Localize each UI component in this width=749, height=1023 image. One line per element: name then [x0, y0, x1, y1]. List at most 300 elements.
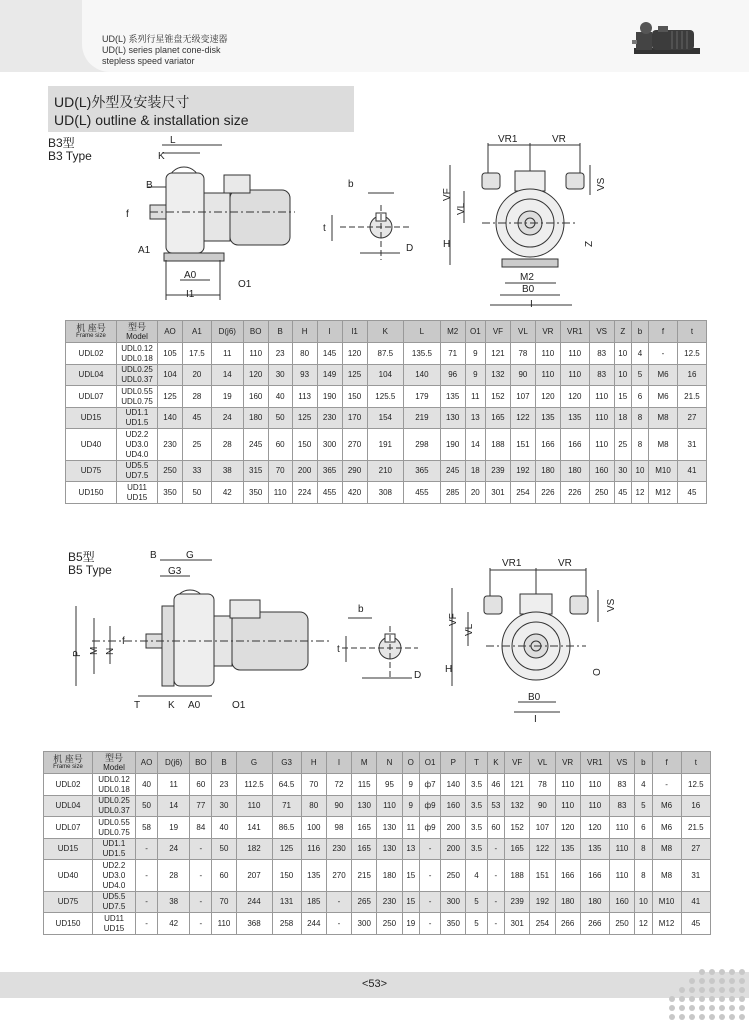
b3-col-header: t [677, 321, 706, 343]
b3-dim-O1: O1 [238, 279, 252, 290]
b3-dim-Z: Z [584, 240, 595, 247]
value-cell: 25 [182, 429, 211, 461]
value-cell: 132 [505, 796, 530, 817]
b3-col-header: O1 [465, 321, 485, 343]
b5-col-header: VS [609, 752, 634, 774]
value-cell: 230 [317, 408, 342, 429]
b5-col-header: VL [530, 752, 555, 774]
value-cell: 10 [614, 365, 631, 386]
b5-dim-P: P [72, 650, 83, 657]
b5-label-cn: B5型 [68, 550, 95, 564]
value-cell: 3.5 [466, 839, 487, 860]
b3-side-view [148, 145, 295, 300]
value-cell: 40 [268, 386, 292, 408]
value-cell: 166 [555, 860, 580, 892]
b3-dim-I1: I1 [186, 289, 195, 300]
value-cell: 270 [326, 860, 351, 892]
value-cell: 300 [441, 892, 466, 913]
value-cell: 160 [441, 796, 466, 817]
value-cell: 98 [326, 817, 351, 839]
model-cell [93, 817, 136, 839]
model-name: UDL0.55 [98, 817, 130, 827]
value-cell: 12 [635, 913, 652, 935]
value-cell: 230 [326, 839, 351, 860]
b3-table-header-row [66, 321, 707, 343]
value-cell: 11 [158, 774, 190, 796]
value-cell: 18 [465, 461, 485, 482]
value-cell: - [190, 860, 212, 892]
frame-cell: UD75 [44, 892, 93, 913]
value-cell: 122 [530, 839, 555, 860]
value-cell: 5 [466, 892, 487, 913]
value-cell: 165 [352, 839, 377, 860]
value-cell: 5 [466, 913, 487, 935]
model-name: UD2.2 [102, 860, 126, 870]
value-cell: 152 [505, 817, 530, 839]
b3-type-label [48, 137, 92, 163]
b3-dim-D: D [406, 243, 414, 254]
section-title-en: UD(L) outline & installation size [54, 112, 249, 128]
value-cell: 200 [292, 461, 317, 482]
value-cell: 226 [535, 482, 560, 504]
model-name: UD3.0 [125, 439, 149, 449]
value-cell: 23 [212, 774, 236, 796]
model-cell [117, 461, 158, 482]
value-cell: 86.5 [272, 817, 301, 839]
b3-col-header: Z [614, 321, 631, 343]
value-cell: 113 [292, 386, 317, 408]
b3-model-header: 型号 Model [117, 321, 158, 343]
b5-col-header: O1 [419, 752, 440, 774]
value-cell: 50 [182, 482, 211, 504]
value-cell: - [326, 913, 351, 935]
value-cell: 90 [326, 796, 351, 817]
table-row [44, 892, 711, 913]
b5-col-header: G3 [272, 752, 301, 774]
value-cell: 72 [326, 774, 351, 796]
value-cell: 16 [677, 365, 706, 386]
value-cell: 45 [681, 913, 710, 935]
value-cell: 266 [580, 913, 609, 935]
value-cell: M6 [649, 386, 678, 408]
value-cell: 17.5 [182, 343, 211, 365]
value-cell: 21.5 [681, 817, 710, 839]
value-cell: 120 [342, 343, 367, 365]
table-row [44, 817, 711, 839]
value-cell: 192 [510, 461, 535, 482]
model-name: UD15 [126, 492, 148, 502]
b3-col-header: A1 [182, 321, 211, 343]
value-cell: 115 [352, 774, 377, 796]
value-cell: 41 [677, 461, 706, 482]
value-cell: 30 [268, 365, 292, 386]
b5-col-header: AO [136, 752, 158, 774]
value-cell: 58 [136, 817, 158, 839]
value-cell: 130 [377, 839, 402, 860]
model-cell [93, 913, 136, 935]
value-cell: 151 [510, 429, 535, 461]
value-cell: 16 [681, 796, 710, 817]
value-cell: 3.5 [466, 796, 487, 817]
value-cell: 239 [505, 892, 530, 913]
value-cell: 154 [367, 408, 404, 429]
b3-label-en: B3 Type [48, 149, 92, 163]
b3-dim-I: I [530, 299, 533, 310]
value-cell: 42 [211, 482, 243, 504]
b3-col-header: VS [589, 321, 614, 343]
b5-col-header: G [236, 752, 272, 774]
value-cell: 192 [530, 892, 555, 913]
value-cell: 130 [352, 796, 377, 817]
b5-dim-I: I [534, 714, 537, 725]
b5-col-header: M [352, 752, 377, 774]
value-cell: 83 [609, 774, 634, 796]
value-cell: 38 [211, 461, 243, 482]
value-cell: - [419, 913, 440, 935]
value-cell: 12.5 [681, 774, 710, 796]
section-title-box [48, 86, 354, 132]
value-cell: - [326, 892, 351, 913]
b5-col-header: I [326, 752, 351, 774]
b5-drawings [62, 546, 682, 726]
value-cell: 185 [301, 892, 326, 913]
value-cell: 135.5 [404, 343, 441, 365]
value-cell: 13 [465, 408, 485, 429]
value-cell: 244 [301, 913, 326, 935]
value-cell: 166 [560, 429, 589, 461]
value-cell: 219 [404, 408, 441, 429]
b3-dim-VL: VL [456, 202, 467, 215]
b3-dim-VS: VS [596, 177, 607, 191]
value-cell: M8 [652, 839, 681, 860]
value-cell: - [419, 892, 440, 913]
frame-cell: UDL04 [44, 796, 93, 817]
value-cell: 18 [614, 408, 631, 429]
value-cell: 107 [510, 386, 535, 408]
value-cell: 100 [301, 817, 326, 839]
value-cell: 90 [510, 365, 535, 386]
value-cell: 46 [487, 774, 504, 796]
model-name: UD15 [103, 923, 125, 933]
value-cell: 121 [485, 343, 510, 365]
value-cell: 70 [268, 461, 292, 482]
value-cell: 210 [367, 461, 404, 482]
value-cell: 53 [487, 796, 504, 817]
value-cell: 308 [367, 482, 404, 504]
model-name: UDL0.12 [98, 774, 130, 784]
value-cell: 120 [580, 817, 609, 839]
value-cell: 110 [560, 343, 589, 365]
value-cell: 298 [404, 429, 441, 461]
b5-col-header: K [487, 752, 504, 774]
value-cell: 64.5 [272, 774, 301, 796]
value-cell: ф7 [419, 774, 440, 796]
value-cell: 110 [555, 796, 580, 817]
value-cell: - [136, 913, 158, 935]
value-cell: 83 [589, 343, 614, 365]
value-cell: 368 [236, 913, 272, 935]
value-cell: 11 [465, 386, 485, 408]
value-cell: 14 [211, 365, 243, 386]
b3-col-header: VR [535, 321, 560, 343]
value-cell: 180 [580, 892, 609, 913]
value-cell: 110 [377, 796, 402, 817]
value-cell: 50 [268, 408, 292, 429]
header-title [102, 34, 228, 67]
value-cell: 190 [440, 429, 465, 461]
model-name: UD7.5 [102, 902, 126, 911]
table-row [66, 461, 707, 482]
header-title-cn: UD(L) 系列行星锥盘无级变速器 [102, 34, 228, 44]
value-cell: 125 [158, 386, 183, 408]
model-name: UD7.5 [125, 471, 149, 480]
b5-dim-O1: O1 [232, 700, 246, 711]
b5-dim-M: M [89, 646, 100, 655]
value-cell: 285 [440, 482, 465, 504]
b5-col-header: VR1 [580, 752, 609, 774]
value-cell: 250 [441, 860, 466, 892]
value-cell: 188 [505, 860, 530, 892]
value-cell: - [487, 892, 504, 913]
value-cell: 11 [402, 817, 419, 839]
frame-cell: UDL02 [66, 343, 117, 365]
value-cell: 254 [530, 913, 555, 935]
model-name: UD1.5 [102, 849, 126, 858]
value-cell: ф9 [419, 817, 440, 839]
model-cell [93, 860, 136, 892]
value-cell: 105 [158, 343, 183, 365]
value-cell: 141 [236, 817, 272, 839]
value-cell: M6 [652, 817, 681, 839]
value-cell: 38 [158, 892, 190, 913]
value-cell: 80 [301, 796, 326, 817]
b5-label-en: B5 Type [68, 563, 112, 577]
value-cell: 40 [136, 774, 158, 796]
b3-drawings [120, 135, 720, 315]
value-cell: 180 [555, 892, 580, 913]
model-name: UDL0.55 [121, 386, 153, 396]
value-cell: 110 [580, 774, 609, 796]
value-cell: 96 [440, 365, 465, 386]
value-cell: 28 [182, 386, 211, 408]
b5-col-header: D(j6) [158, 752, 190, 774]
value-cell: 245 [440, 461, 465, 482]
value-cell: 160 [589, 461, 614, 482]
value-cell: M12 [652, 913, 681, 935]
value-cell: 151 [530, 860, 555, 892]
value-cell: 350 [158, 482, 183, 504]
value-cell: 4 [631, 343, 648, 365]
value-cell: 270 [342, 429, 367, 461]
b3-dim-VF: VF [442, 188, 453, 201]
value-cell: - [652, 774, 681, 796]
b5-col-header: VR [555, 752, 580, 774]
model-name: UDL0.18 [121, 353, 153, 363]
value-cell: 224 [292, 482, 317, 504]
value-cell: 83 [609, 796, 634, 817]
model-cell [93, 839, 136, 860]
value-cell: 110 [535, 365, 560, 386]
b3-col-header: b [631, 321, 648, 343]
value-cell: 110 [555, 774, 580, 796]
value-cell: 165 [485, 408, 510, 429]
value-cell: 104 [367, 365, 404, 386]
value-cell: 120 [243, 365, 268, 386]
value-cell: 135 [560, 408, 589, 429]
value-cell: M12 [649, 482, 678, 504]
value-cell: 60 [268, 429, 292, 461]
model-name: UD1.1 [125, 408, 149, 417]
b3-dim-L: L [170, 135, 176, 146]
value-cell: 300 [352, 913, 377, 935]
value-cell: 245 [243, 429, 268, 461]
value-cell: 110 [589, 429, 614, 461]
value-cell: 150 [342, 386, 367, 408]
value-cell: 110 [589, 408, 614, 429]
value-cell: - [136, 892, 158, 913]
value-cell: 5 [631, 365, 648, 386]
value-cell: M6 [649, 365, 678, 386]
frame-cell: UD15 [44, 839, 93, 860]
b5-dim-VR1: VR1 [502, 558, 522, 569]
value-cell: 110 [589, 386, 614, 408]
b3-shaft-section [332, 193, 410, 260]
dot-pattern-decoration [666, 966, 749, 1023]
value-cell: 14 [158, 796, 190, 817]
b5-dim-G3: G3 [168, 566, 182, 577]
value-cell: 315 [243, 461, 268, 482]
value-cell: 45 [677, 482, 706, 504]
value-cell: 25 [614, 429, 631, 461]
value-cell: 15 [614, 386, 631, 408]
b3-col-header: VL [510, 321, 535, 343]
b3-dim-A1: A1 [138, 245, 151, 256]
value-cell: M8 [652, 860, 681, 892]
b5-dim-G: G [186, 550, 194, 561]
model-cell [117, 365, 158, 386]
section-title-cn: UD(L)外型及安装尺寸 [54, 94, 190, 110]
value-cell: 152 [485, 386, 510, 408]
value-cell: 20 [465, 482, 485, 504]
value-cell: 365 [317, 461, 342, 482]
b5-front-view [452, 568, 598, 712]
value-cell: - [190, 892, 212, 913]
frame-cell: UDL07 [66, 386, 117, 408]
frame-cell: UD150 [44, 913, 93, 935]
model-name: UD2.2 [125, 429, 149, 439]
model-name: UD1.1 [102, 839, 126, 848]
value-cell: 301 [505, 913, 530, 935]
model-cell [117, 429, 158, 461]
value-cell: 110 [609, 860, 634, 892]
value-cell: 60 [487, 817, 504, 839]
value-cell: 8 [635, 839, 652, 860]
b5-col-header: VF [505, 752, 530, 774]
value-cell: 112.5 [236, 774, 272, 796]
frame-cell: UD15 [66, 408, 117, 429]
b3-dim-B: B [146, 180, 153, 191]
value-cell: 140 [441, 774, 466, 796]
value-cell: 10 [635, 892, 652, 913]
b3-label-cn: B3型 [48, 136, 75, 150]
value-cell: 120 [555, 817, 580, 839]
value-cell: 135 [535, 408, 560, 429]
value-cell: - [649, 343, 678, 365]
value-cell: 301 [485, 482, 510, 504]
value-cell: 4 [635, 774, 652, 796]
value-cell: 110 [609, 817, 634, 839]
b3-frame-header: 机 座号 Frame size [66, 321, 117, 343]
model-name: UDL0.37 [98, 806, 130, 815]
b3-col-header: I1 [342, 321, 367, 343]
value-cell: 50 [136, 796, 158, 817]
value-cell: - [487, 839, 504, 860]
model-name: UD11 [104, 913, 124, 923]
value-cell: - [136, 860, 158, 892]
value-cell: 166 [580, 860, 609, 892]
value-cell: 24 [211, 408, 243, 429]
value-cell: 110 [609, 839, 634, 860]
value-cell: 120 [535, 386, 560, 408]
table-row [66, 482, 707, 504]
frame-cell: UD40 [66, 429, 117, 461]
frame-cell: UD40 [44, 860, 93, 892]
model-cell [93, 892, 136, 913]
value-cell: 11 [211, 343, 243, 365]
value-cell: 87.5 [367, 343, 404, 365]
table-row [44, 774, 711, 796]
value-cell: 365 [404, 461, 441, 482]
value-cell: 180 [377, 860, 402, 892]
value-cell: 5 [635, 796, 652, 817]
b3-col-header: I [317, 321, 342, 343]
b3-col-header: VR1 [560, 321, 589, 343]
value-cell: 215 [352, 860, 377, 892]
value-cell: 9 [465, 365, 485, 386]
value-cell: 70 [212, 892, 236, 913]
value-cell: M8 [649, 429, 678, 461]
b5-dim-VS: VS [606, 598, 617, 612]
value-cell: 30 [614, 461, 631, 482]
model-name: UDL0.12 [121, 343, 153, 353]
value-cell: 125 [292, 408, 317, 429]
b5-col-header: t [681, 752, 710, 774]
value-cell: 350 [441, 913, 466, 935]
value-cell: M10 [649, 461, 678, 482]
header-title-en-1: UD(L) series planet cone-disk [102, 45, 221, 55]
b5-frame-header: 机 座号 Frame size [44, 752, 93, 774]
value-cell: 250 [589, 482, 614, 504]
page-number: <53> [361, 978, 388, 990]
value-cell: 33 [182, 461, 211, 482]
value-cell: 110 [236, 796, 272, 817]
b3-col-header: M2 [440, 321, 465, 343]
b3-col-header: H [292, 321, 317, 343]
value-cell: 180 [243, 408, 268, 429]
value-cell: 10 [631, 461, 648, 482]
value-cell: 166 [535, 429, 560, 461]
value-cell: 131 [272, 892, 301, 913]
b3-dim-VR1: VR1 [498, 135, 518, 145]
value-cell: 200 [441, 817, 466, 839]
b5-dim-VR: VR [558, 558, 572, 569]
b5-dim-f: f [122, 636, 125, 647]
value-cell: 125 [342, 365, 367, 386]
value-cell: 15 [402, 860, 419, 892]
value-cell: 19 [211, 386, 243, 408]
value-cell: 110 [535, 343, 560, 365]
b5-table-header-row [44, 752, 711, 774]
